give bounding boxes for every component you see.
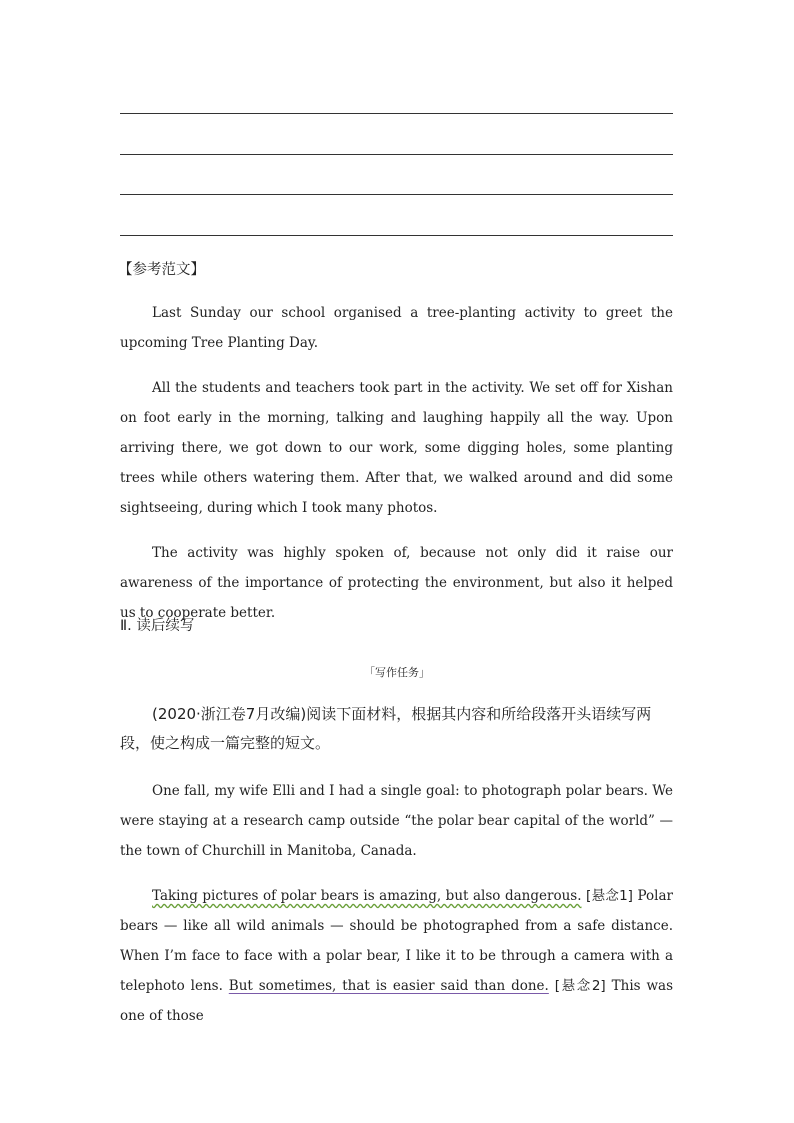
suspense-sentence-1: Taking pictures of polar bears is amazing, but also dangerous.	[152, 888, 582, 904]
answer-line-4	[120, 235, 673, 236]
story-paragraph-2	[120, 881, 673, 1031]
task-instruction: (2020·浙江卷7月改编)阅读下面材料，根据其内容和所给段落开头语续写两段，使之构成一篇完整的短文。	[120, 705, 652, 752]
suspense-note-1: [悬念1]	[586, 888, 633, 904]
sample-paragraph-1-text: Last Sunday our school organised a tree-planting activity to greet the upcoming Tree Planting Day.	[120, 305, 673, 351]
section-heading: Ⅱ. 读后续写	[120, 618, 195, 634]
task-label: 「写作任务」	[364, 666, 430, 679]
answer-line-3	[120, 194, 673, 195]
sample-paragraph-2	[120, 373, 673, 523]
story-paragraph-1-text: One fall, my wife Elli and I had a single goal: to photograph polar bears. We were staying at a research camp outside “the polar bear capital of the world” — the town of Churchill in Manitoba, Canada.	[120, 783, 673, 859]
sample-paragraph-2-text: All the students and teachers took part in the activity. We set off for Xishan on foot early in the morning, talking and laughing happily all the way. Upon arriving there, we got down to our work, some digging holes, some planting trees while others watering them. After that, we walked around and did some sightseeing, during which I took many photos.	[120, 380, 673, 516]
answer-line-1	[120, 113, 673, 114]
story-paragraph-1	[120, 776, 673, 866]
story	[120, 776, 673, 1031]
sample-paragraph-3-text: The activity was highly spoken of, because not only did it raise our awareness of the importance of protecting the environment, but also it helped us to cooperate better.	[120, 545, 673, 621]
sample-paragraph-3	[120, 538, 673, 628]
sample-essay	[120, 298, 673, 628]
sample-heading: 【参考范文】	[118, 262, 205, 278]
suspense-note-2: [悬念2]	[554, 978, 606, 994]
answer-line-2	[120, 154, 673, 155]
story-paragraph-2-middle: Polar bears — like all wild animals — should be photographed from a safe distance. When I’m face to face with a polar bear, I like it to be through a camera with a telephoto lens.	[120, 888, 673, 994]
suspense-sentence-2: But sometimes, that is easier said than done.	[228, 978, 549, 994]
story-paragraph-2-tail: This was one of those	[120, 978, 674, 1024]
sample-paragraph-1	[120, 298, 673, 358]
